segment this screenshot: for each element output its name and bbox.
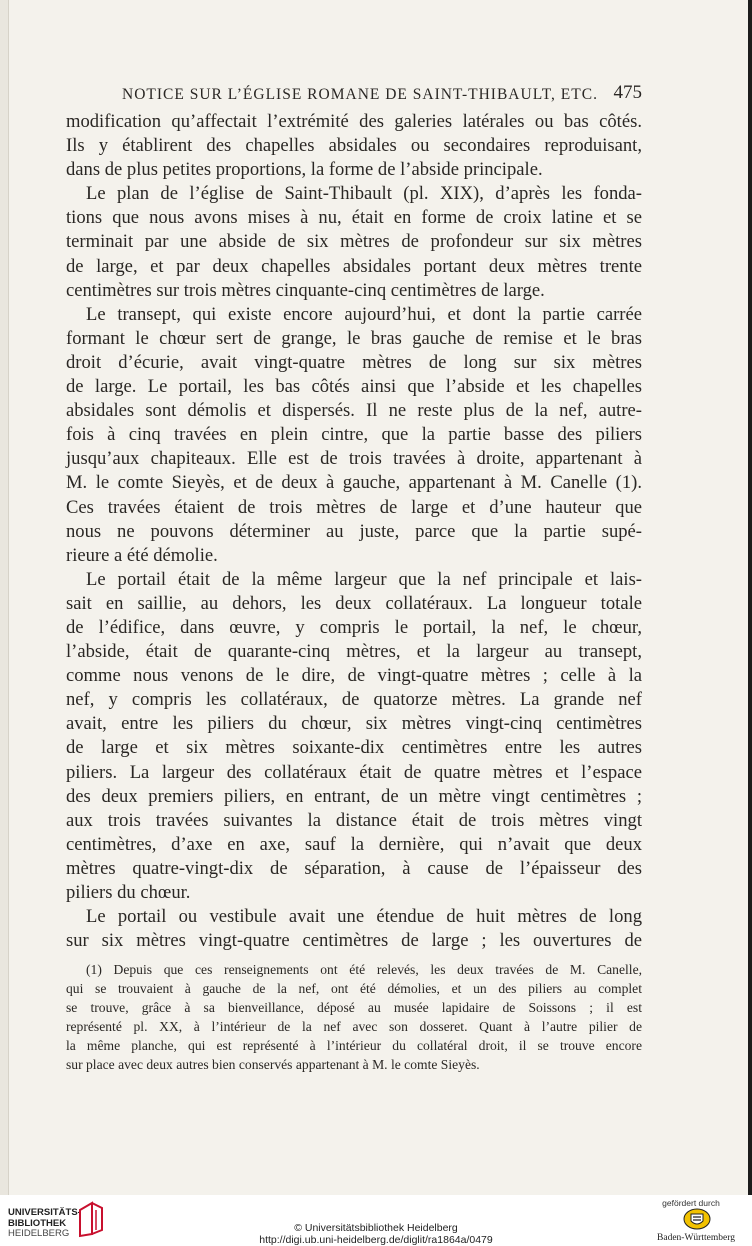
library-name-line: UNIVERSITÄTS- bbox=[8, 1207, 81, 1218]
text-line: fois à cinq travées en plein cintre, que la partie basse des piliers bbox=[66, 424, 642, 446]
text-line: jusqu’aux chapiteaux. Elle est de trois travées à droite, appartenant à bbox=[66, 448, 642, 470]
running-title: NOTICE SUR L’ÉGLISE ROMANE DE SAINT-THIBAULT, ETC. bbox=[122, 86, 598, 103]
text-line: aux trois travées suivantes la distance était de trois mètres vingt bbox=[66, 809, 642, 831]
source-url-link[interactable]: http://digi.ub.uni-heidelberg.de/diglit/ra1864a/0479 bbox=[259, 1234, 493, 1246]
text-line: nef, y compris les collatéraux, de quatorze mètres. La grande nef bbox=[66, 689, 642, 711]
text-line: formant le chœur sert de grange, le bras gauche de remise et le bras bbox=[66, 327, 642, 349]
text-line: Le transept, qui existe encore aujourd’hui, et dont la partie carrée bbox=[86, 303, 642, 325]
page-gutter-line bbox=[8, 0, 9, 1195]
text-line: piliers. La largeur des collatéraux était de quatre mètres et l’espace bbox=[66, 761, 642, 783]
text-line: absidales sont démolis et dispersés. Il ne reste plus de la nef, autre- bbox=[66, 400, 642, 422]
text-line: droit d’écurie, avait vingt-quatre mètres de long sur six mètres bbox=[66, 351, 642, 373]
footnote-line: sur place avec deux autres bien conservés appartenant à M. le comte Sieyès. bbox=[66, 1057, 480, 1072]
text-line: centimètres sur trois mètres cinquante-cinq centimètres de large. bbox=[66, 279, 545, 301]
text-line: comme nous venons de le dire, de vingt-quatre mètres ; celle à la bbox=[66, 665, 642, 687]
body-text bbox=[66, 110, 642, 953]
text-line: centimètres, d’axe en axe, sauf la dernière, qui n’avait que deux bbox=[66, 833, 642, 855]
page-number: 475 bbox=[613, 82, 642, 103]
page-left-edge bbox=[0, 0, 8, 1195]
text-line: Ces travées étaient de trois mètres de large et d’une hauteur que bbox=[66, 496, 642, 518]
text-line: piliers du chœur. bbox=[66, 882, 191, 903]
text-line: tions que nous avons mises à nu, était en forme de croix latine et se bbox=[66, 207, 642, 229]
copyright-notice: © Universitätsbibliothek Heidelberg bbox=[294, 1222, 458, 1234]
scan-right-border bbox=[748, 0, 752, 1195]
footnote-line: représenté pl. XX, à l’intérieur de la nef avec son dosseret. Quant à l’autre pilier de bbox=[66, 1019, 642, 1034]
text-line: de large. Le portail, les bas côtés ainsi que l’abside et les chapelles bbox=[66, 376, 642, 398]
text-line: dans de plus petites proportions, la forme de l’abside principale. bbox=[66, 159, 543, 181]
footnote-line: se trouve, grâce à sa bienveillance, déposé au musée lapidaire de Soissons ; il est bbox=[66, 1000, 642, 1015]
text-line: rieure a été démolie. bbox=[66, 544, 218, 566]
running-head bbox=[122, 82, 642, 108]
text-line: Le plan de l’église de Saint-Thibault (pl. XIX), d’après les fonda- bbox=[86, 183, 642, 205]
text-line: des deux premiers piliers, en entrant, de un mètre vingt centimètres ; bbox=[66, 785, 642, 807]
sponsor-label: gefördert durch bbox=[662, 1198, 720, 1208]
text-line: sur six mètres vingt-quatre centimètres de large ; les ouvertures de bbox=[66, 930, 642, 952]
footnote-line: la même planche, qui est représenté à l’intérieur du collatéral droit, il se trouve encore bbox=[66, 1038, 642, 1053]
footnote-line: qui se trouvaient à gauche de la nef, ont été démolies, et un des piliers au complet bbox=[66, 981, 642, 996]
sponsor-name: Baden-Württemberg bbox=[657, 1233, 735, 1243]
text-line: terminait par une abside de six mètres de profondeur sur six mètres bbox=[66, 231, 642, 253]
text-line: Ils y établirent des chapelles absidales ou secondaires reproduisant, bbox=[66, 135, 642, 157]
text-line: de large et six mètres soixante-dix centimètres entre les autres bbox=[66, 737, 642, 759]
footnote-line: (1) Depuis que ces renseignements ont été relevés, les deux travées de M. Canelle, bbox=[86, 962, 642, 977]
text-line: modification qu’affectait l’extrémité des galeries latérales ou bas côtés. bbox=[66, 111, 642, 132]
text-line: sait en saillie, au dehors, les deux collatéraux. La longueur totale bbox=[66, 592, 642, 614]
text-line: M. le comte Sieyès, et de deux à gauche, appartenant à M. Canelle (1). bbox=[66, 472, 642, 494]
text-line: de l’édifice, dans œuvre, y compris le portail, la nef, le chœur, bbox=[66, 616, 642, 638]
text-line: mètres quatre-vingt-dix de séparation, à cause de l’épaisseur des bbox=[66, 857, 642, 879]
text-line: nous ne pouvons déterminer au juste, parce que la partie supé- bbox=[66, 520, 642, 542]
state-coat-of-arms-icon bbox=[682, 1207, 712, 1231]
text-line: Le portail ou vestibule avait une étendue de huit mètres de long bbox=[86, 906, 642, 928]
text-line: Le portail était de la même largeur que la nef principale et lais- bbox=[86, 568, 642, 590]
text-line: de large, et par deux chapelles absidales portant deux mètres trente bbox=[66, 255, 642, 277]
text-line: l’abside, était de quarante-cinq mètres, et la largeur au transept, bbox=[66, 641, 642, 663]
library-name-line: HEIDELBERG bbox=[8, 1228, 70, 1239]
library-name-line: BIBLIOTHEK bbox=[8, 1217, 67, 1229]
text-line: avait, entre les piliers du chœur, six mètres vingt-cinq centimètres bbox=[66, 713, 642, 735]
footnote bbox=[66, 960, 642, 1074]
